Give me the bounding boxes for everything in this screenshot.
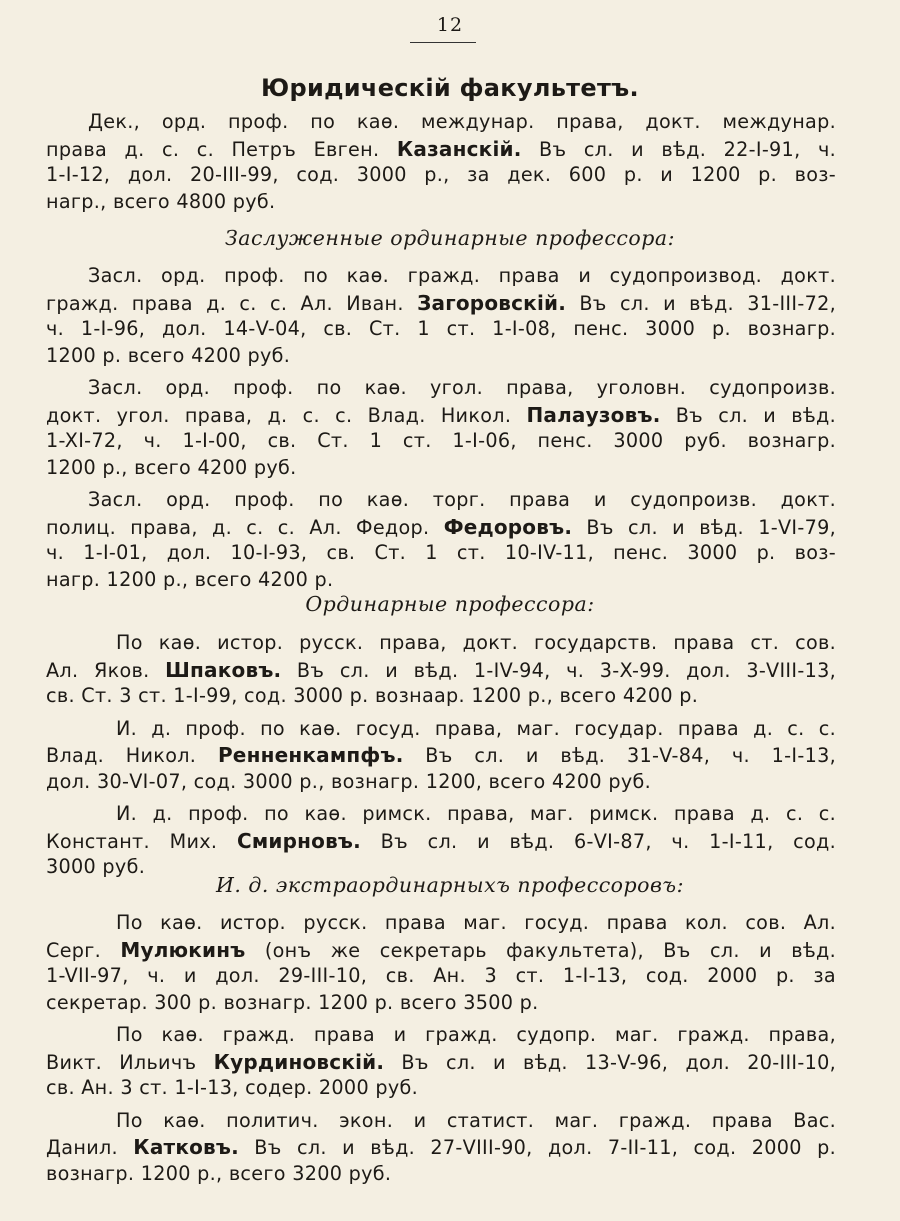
person-name: Смирновъ.: [236, 828, 361, 853]
text-line: [46, 742, 836, 769]
text-line: [46, 1022, 836, 1049]
text-line: [46, 1108, 836, 1135]
text-line: [46, 910, 836, 937]
person-name: Федоровъ.: [443, 514, 573, 539]
line-text: вознагр. 1200 р., всего 3200 руб.: [46, 1161, 392, 1185]
line-text: Серг.: [46, 938, 121, 962]
section-heading-extra: И. д. экстраординарныхъ профессоровъ:: [216, 873, 684, 897]
line-text: Въ сл. и вѣд. 27-VIII-90, дол. 7-II-11, сод. 2000 р.: [238, 1136, 836, 1159]
text-line: [46, 828, 836, 855]
text-line: [46, 716, 836, 743]
person-name: Палаузовъ.: [526, 402, 661, 427]
text-line: [46, 514, 836, 541]
line-text: Засл. орд. проф. по каѳ. торг. права и судопроизв. докт.: [88, 488, 836, 511]
line-text: секретар. 300 р. вознагр. 1200 р. всего 3500 р.: [46, 990, 539, 1014]
line-text: 1200 р. всего 4200 руб.: [46, 343, 291, 367]
text-line: [46, 402, 836, 429]
page-number: 12: [436, 14, 464, 36]
line-text: 1-I-12, дол. 20-III-99, сод. 3000 р., за дек. 600 р. и 1200 р. воз-: [46, 163, 836, 186]
entry-paragraph: [46, 263, 836, 369]
text-line: [46, 1075, 836, 1102]
line-text: Въ сл. и вѣд.: [660, 403, 837, 427]
line-text: св. Ан. 3 ст. 1-I-13, содер. 2000 руб.: [46, 1076, 419, 1099]
line-text: Въ сл. и вѣд. 6-VI-87, ч. 1-I-11, сод.: [360, 829, 836, 853]
person-name: Катковъ.: [133, 1135, 239, 1159]
text-line: [46, 343, 836, 370]
line-text: И. д. проф. по каѳ. римск. права, маг. римск. права д. с. с.: [116, 802, 836, 825]
text-line: [46, 630, 836, 657]
line-text: полиц. права, д. с. с. Ал. Федор.: [46, 515, 444, 539]
person-name: Мулюкинъ: [120, 937, 246, 962]
text-line: [46, 801, 836, 828]
line-text: По каѳ. гражд. права и гражд. судопр. маг. гражд. права,: [116, 1023, 836, 1046]
entry-paragraph: [46, 801, 836, 881]
person-name: Ренненкампфъ.: [217, 743, 404, 767]
text-line: [46, 487, 836, 514]
line-text: Ал. Яков.: [46, 658, 166, 682]
line-text: По каѳ. истор. русск. права, докт. государств. права ст. сов.: [116, 631, 836, 654]
text-line: [46, 109, 836, 136]
text-line: [46, 683, 836, 710]
line-text: 1200 р., всего 4200 руб.: [46, 455, 297, 479]
line-text: Въ сл. и вѣд. 31-V-84, ч. 1-I-13,: [403, 744, 836, 767]
dean-entry: [46, 109, 836, 215]
line-text: права д. с. с. Петръ Евген.: [46, 137, 397, 161]
line-text: дол. 30-VI-07, сод. 3000 р., вознагр. 1200, всего 4200 руб.: [46, 769, 652, 793]
text-line: [46, 455, 836, 482]
entry-paragraph: [46, 487, 836, 593]
entry-paragraph: [46, 1022, 836, 1102]
text-line: [46, 162, 836, 189]
person-name: Казанскій.: [396, 136, 522, 161]
line-text: Засл. орд. проф. по каѳ. угол. права, уголовн. судопроизв.: [88, 376, 836, 399]
person-name: Загоровскій.: [417, 290, 567, 315]
section-heading-ordinary: Ординарные профессора:: [305, 592, 595, 616]
honored-professors: [46, 263, 836, 593]
entry-paragraph: [46, 1108, 836, 1188]
page-number-rule: [410, 42, 476, 43]
line-text: Данил.: [46, 1136, 134, 1159]
extraordinary-professors: [46, 910, 836, 1187]
text-line: [46, 290, 836, 317]
line-text: Въ сл. и вѣд. 31-III-72,: [566, 291, 836, 315]
line-text: св. Ст. 3 ст. 1-I-99, сод. 3000 р. вознаар. 1200 р., всего 4200 р.: [46, 684, 699, 707]
line-text: (онъ же секретарь факультета), Въ сл. и вѣд.: [245, 938, 836, 962]
text-line: [46, 1134, 836, 1161]
line-text: И. д. проф. по каѳ. госуд. права, маг. государ. права д. с. с.: [116, 716, 836, 740]
text-line: [46, 136, 836, 163]
person-name: Шпаковъ.: [165, 657, 282, 682]
entry-paragraph: [46, 910, 836, 1016]
text-line: [46, 657, 836, 684]
entry-paragraph: [46, 716, 836, 796]
line-text: 1-XI-72, ч. 1-I-00, св. Ст. 1 ст. 1-I-06, пенс. 3000 руб. вознагр.: [46, 429, 836, 452]
line-text: Констант. Мих.: [46, 829, 237, 853]
section-heading-honored: Заслуженные ординарные профессора:: [225, 226, 675, 250]
text-line: [46, 769, 836, 796]
line-text: Въ сл. и вѣд. 13-V-96, дол. 20-III-10,: [384, 1050, 837, 1074]
line-text: ч. 1-I-01, дол. 10-I-93, св. Ст. 1 ст. 10-IV-11, пенс. 3000 р. воз-: [46, 541, 836, 564]
text-line: [46, 263, 836, 290]
ordinary-professors: [46, 630, 836, 881]
text-line: [46, 428, 836, 455]
text-line: [46, 567, 836, 594]
text-line: [46, 1161, 836, 1188]
line-text: Въ сл. и вѣд. 1-VI-79,: [572, 515, 836, 539]
line-text: гражд. права д. с. с. Ал. Иван.: [46, 291, 418, 315]
text-line: [46, 189, 836, 216]
text-line: [46, 316, 836, 343]
line-text: нагр. 1200 р., всего 4200 р.: [46, 567, 334, 591]
line-text: 1-VII-97, ч. и дол. 29-III-10, св. Ан. 3 ст. 1-I-13, сод. 2000 р. за: [46, 964, 836, 987]
text-line: [46, 937, 836, 964]
line-text: докт. угол. права, д. с. с. Влад. Никол.: [46, 403, 527, 427]
text-line: [46, 990, 836, 1017]
line-text: Викт. Ильичъ: [46, 1050, 214, 1074]
line-text: нагр., всего 4800 руб.: [46, 189, 276, 213]
line-text: Въ сл. и вѣд. 1-IV-94, ч. 3-X-99. дол. 3-VIII-13,: [281, 658, 836, 682]
text-line: [46, 963, 836, 990]
line-text: Дек., орд. проф. по каѳ. междунар. права, докт. междунар.: [88, 110, 836, 133]
page-title: Юридическій факультетъ.: [261, 74, 639, 102]
line-text: По каѳ. истор. русск. права маг. госуд. права кол. сов. Ал.: [116, 911, 836, 934]
line-text: Засл. орд. проф. по каѳ. гражд. права и судопроизвод. докт.: [88, 264, 836, 287]
text-line: [46, 375, 836, 402]
entry-paragraph: [46, 630, 836, 710]
text-line: [46, 540, 836, 567]
text-line: [46, 1049, 836, 1076]
line-text: Влад. Никол.: [46, 744, 218, 767]
line-text: ч. 1-I-96, дол. 14-V-04, св. Ст. 1 ст. 1-I-08, пенс. 3000 р. вознагр.: [46, 317, 836, 340]
person-name: Курдиновскій.: [213, 1049, 385, 1074]
line-text: Въ сл. и вѣд. 22-I-91, ч.: [521, 137, 836, 161]
line-text: По каѳ. политич. экон. и статист. маг. гражд. права Вас.: [116, 1108, 836, 1132]
entry-paragraph: [46, 375, 836, 481]
line-text: 3000 руб.: [46, 855, 146, 878]
